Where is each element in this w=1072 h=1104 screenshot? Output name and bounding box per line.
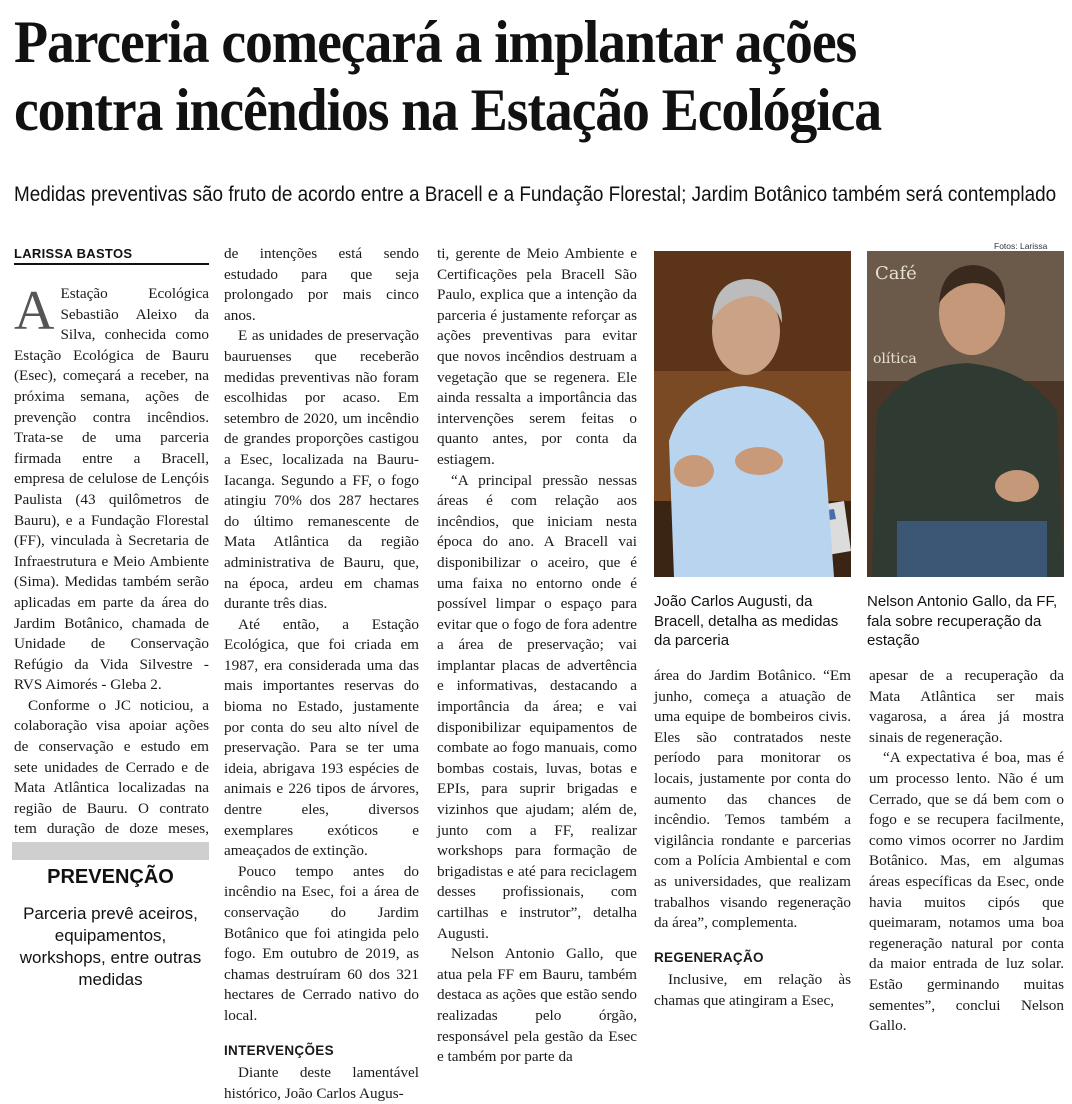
article-column-2 bbox=[224, 244, 419, 1104]
paragraph: “A principal pressão nessas áreas é com relação aos incêndios, que iniciam nesta época do ano. A Bracell vai disponibilizar o aceiro, que é uma faixa no entorno onde é possível limpar o espaço para evitar que o fogo de fora adentre a área de preservação; vai implantar placas de advertência e informativas, destacando a importância da área; e vai disponibilizar equipamentos de combate ao fogo manuais, como bombas costais, luvas, botas e EPIs, para suprir brigadas e vizinhos que ajudam; além de, junto com a FF, realizar workshops para formação de brigadistas e até para reciclagem desses profissionais, com cartilhas e instrutor”, detalha Augusti. bbox=[437, 471, 637, 942]
photo-caption-right: Nelson Antonio Gallo, da FF, fala sobre recuperação da estação bbox=[867, 593, 1058, 649]
paragraph: Inclusive, em relação às chamas que atingiram a Esec, bbox=[654, 971, 851, 1009]
olitica-sign-text: olítica bbox=[873, 351, 917, 367]
headline-line-1: Parceria começará a implantar ações bbox=[14, 9, 857, 75]
section-heading-intervencoes: INTERVENÇÕES bbox=[224, 1042, 334, 1058]
article-column-3 bbox=[437, 244, 637, 1068]
article-column-5 bbox=[869, 666, 1064, 1037]
paragraph: E as unidades de preservação bauruenses que receberão medidas preventivas não foram escolhidas por acaso. Em setembro de 2020, um incêndio de grandes proporções castigou a Esec, localizada na Bauru-Iacanga. Segundo a FF, o fogo atingiu 70% dos 287 hectares do último remanescente de Mata Atlântica da região administrativa de Bauru, que, na época, ardeu em chamas durante três dias. bbox=[224, 327, 419, 613]
paragraph: Nelson Antonio Gallo, que atua pela FF em Bauru, também destaca as ações que estão sendo realizadas pelo órgão, responsável pela gestão da Esec e também por parte da bbox=[437, 945, 637, 1066]
paragraph: A Estação Ecológica Sebastião Aleixo da Silva, conhecida como Estação Ecológica de Bauru (Esec), começará a receber, na próxima semana, ações de prevenção contra incêndios. Trata-se de uma parceria firmada entre a Bracell, empresa de celulose de Lençóis Paulista (43 quilômetros de Bauru), e a Fundação Florestal (FF), vinculada à Secretaria de Infraestrutura e Meio Ambiente (Sima). Medidas também serão aplicadas em parte da área do Jardim Botânico, chamada de Unidade de Conservação Refúgio da Vida Silvestre - RVS Aimorés - Gleba 2. bbox=[14, 280, 209, 694]
paragraph: “A expectativa é boa, mas é um processo lento. Não é um Cerrado, que se dá bem com o fogo e se recupera facilmente, como vimos ocorrer no Jardim Botânico. Mas, em algumas áreas específicas da Esec, onde havia muitos cipós que queimaram, notamos uma boa regeneração natural por conta da maior entrada de luz solar. Estão germinando muitas sementes”, conclui Nelson Gallo. bbox=[869, 749, 1064, 1035]
photo-image bbox=[867, 251, 1064, 577]
paragraph: Diante deste lamentável histórico, João Carlos Augus- bbox=[224, 1064, 419, 1102]
byline: LARISSA BASTOS bbox=[14, 246, 209, 265]
paragraph: ti, gerente de Meio Ambiente e Certificações pela Bracell São Paulo, explica que a intenção da parceria é justamente reforçar as ações preventivas para evitar que novos incêndios destruam a vegetação que se regenera. Ele ainda ressalta a importância das intervenções serem feitas o quanto antes, por conta da estiagem. bbox=[437, 245, 637, 468]
paragraph: apesar de a recuperação da Mata Atlântica ser mais vagarosa, a área já mostra sinais de regeneração. bbox=[869, 667, 1064, 746]
box-top-bar bbox=[12, 842, 209, 860]
drop-cap: A bbox=[14, 280, 55, 342]
photo-image bbox=[654, 251, 851, 577]
photo-credit: Fotos: Larissa bbox=[994, 241, 1048, 251]
box-title: PREVENÇÃO bbox=[47, 866, 174, 888]
article-column-4 bbox=[654, 666, 851, 1012]
photo-caption-left: João Carlos Augusti, da Bracell, detalha as medidas da parceria bbox=[654, 593, 839, 649]
box-text: Parceria prevê aceiros, equipamentos, workshops, entre outras medidas bbox=[19, 904, 202, 989]
prevencao-box bbox=[12, 842, 209, 989]
paragraph: Conforme o JC noticiou, a colaboração visa apoiar ações de conservação e estudo em sete unidades de Cerrado e de Mata Atlântica localizadas na região de Bauru. O contrato tem duração de doze meses, bbox=[14, 696, 209, 838]
headline-line-2: contra incêndios na Estação Ecológica bbox=[14, 77, 881, 143]
photo-joao-carlos-augusti bbox=[654, 251, 851, 577]
subheadline: Medidas preventivas são fruto de acordo entre a Bracell e a Fundação Florestal; Jardim Botânico também será contemplado bbox=[14, 183, 1057, 206]
headline bbox=[14, 8, 991, 144]
paragraph: Até então, a Estação Ecológica, que foi criada em 1987, era considerada uma das mais importantes reservas do bioma no Estado, justamente por conta do seu alto nível de preservação. Para se ter uma ideia, abrigava 193 espécies de animais e 226 tipos de árvores, dentre eles, diversos exemplares exóticos e ameaçados de extinção. bbox=[224, 615, 419, 860]
section-heading-regeneracao: REGENERAÇÃO bbox=[654, 949, 764, 965]
photo-nelson-antonio-gallo bbox=[867, 251, 1064, 577]
paragraph: Pouco tempo antes do incêndio na Esec, foi a área de conservação do Jardim Botânico que foi atingida pelo fogo. Em outubro de 2019, as chamas destruíram 60 dos 321 hectares de Cerrado nativo do local. bbox=[224, 862, 419, 1024]
paragraph: área do Jardim Botânico. “Em junho, começa a atuação de uma equipe de bombeiros civis. Eles são contratados neste período para monitorar os locais, justamente por conta do aumento das chances de incêndio. Temos também a vigilância rondante e parcerias com a Polícia Ambiental e com as universidades, que realizam trabalhos visando regeneração da área”, complementa. bbox=[654, 667, 851, 932]
cafe-sign-text: Café bbox=[875, 263, 917, 284]
paragraph: de intenções está sendo estudado para que seja prolongado por mais cinco anos. bbox=[224, 245, 419, 324]
article-column-1 bbox=[14, 280, 209, 861]
